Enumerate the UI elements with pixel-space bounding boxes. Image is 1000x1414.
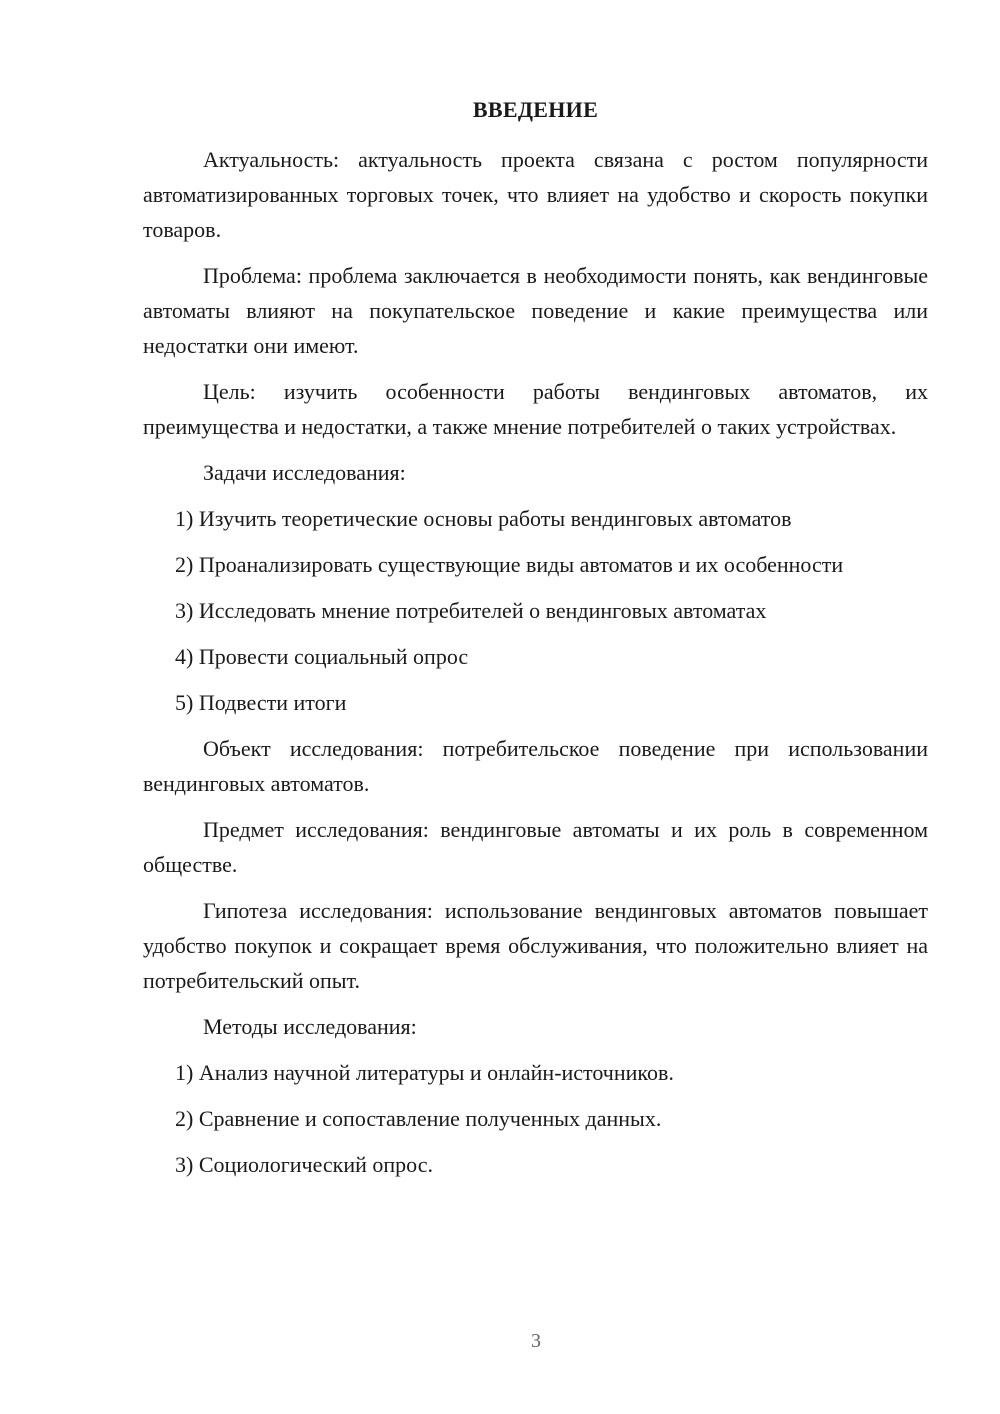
subject-paragraph: Предмет исследования: вендинговые автоматы и их роль в современном обществе. [143, 817, 928, 877]
page-number: 3 [531, 1330, 541, 1352]
object-paragraph: Объект исследования: потребительское поведение при использовании вендинговых автоматов. [143, 736, 928, 796]
tasks-title: Задачи исследования: [203, 460, 406, 485]
task-item: 5) Подвести итоги [175, 690, 347, 715]
methods-title: Методы исследования: [203, 1014, 417, 1039]
task-item: 4) Провести социальный опрос [175, 644, 469, 669]
task-item: 1) Изучить теоретические основы работы вендинговых автоматов [175, 506, 792, 531]
hypothesis-paragraph: Гипотеза исследования: использование вендинговых автоматов повышает удобство покупок и сокращает время обслуживания, что положительно влияет на потребительский опыт. [143, 898, 928, 993]
task-item: 3) Исследовать мнение потребителей о вендинговых автоматах [175, 598, 767, 623]
task-item: 2) Проанализировать существующие виды автоматов и их особенности [175, 552, 844, 577]
method-item: 3) Социологический опрос. [175, 1152, 433, 1177]
page-heading: ВВЕДЕНИЕ [472, 97, 599, 122]
goal-paragraph: Цель: изучить особенности работы вендинговых автоматов, их преимущества и недостатки, а также мнение потребителей о таких устройствах. [143, 379, 928, 439]
page-content [143, 92, 928, 1193]
method-item: 2) Сравнение и сопоставление полученных данных. [175, 1106, 662, 1131]
relevance-paragraph: Актуальность: актуальность проекта связана с ростом популярности автоматизированных торговых точек, что влияет на удобство и скорость покупки товаров. [143, 147, 928, 242]
method-item: 1) Анализ научной литературы и онлайн-источников. [175, 1060, 674, 1085]
problem-paragraph: Проблема: проблема заключается в необходимости понять, как вендинговые автоматы влияют на покупательское поведение и какие преимущества или недостатки они имеют. [143, 263, 928, 358]
